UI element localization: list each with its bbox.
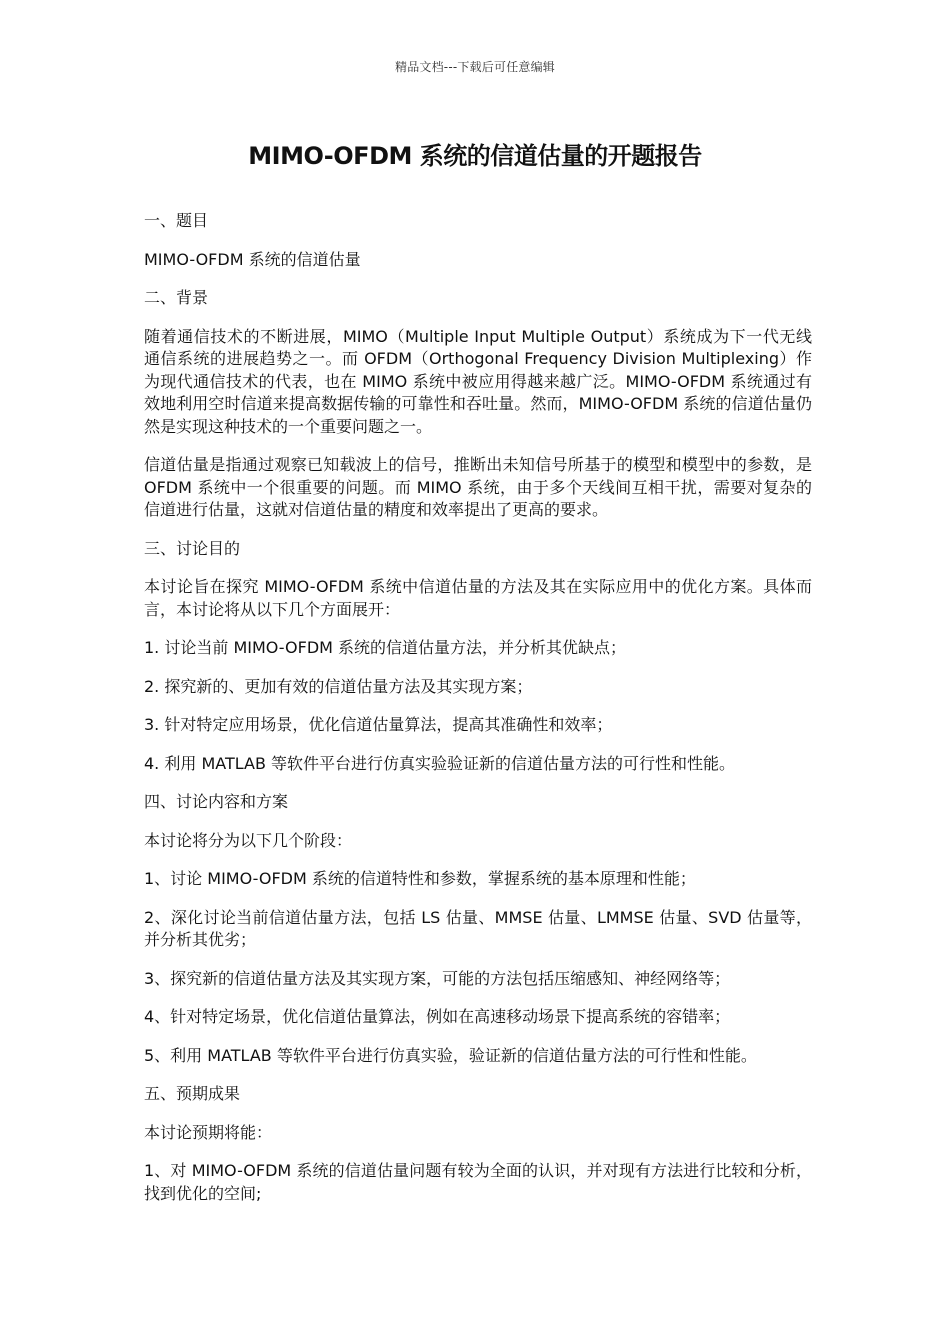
expected-results-item-1: 1、对 MIMO-OFDM 系统的信道估量问题有较为全面的认识，并对现有方法进行比较和分析，找到优化的空间;: [144, 1161, 812, 1203]
purpose-item-2: 2. 探究新的、更加有效的信道估量方法及其实现方案；: [144, 676, 533, 696]
purpose-intro: 本讨论旨在探究 MIMO-OFDM 系统中信道估量的方法及其在实际应用中的优化方案。具体而言，本讨论将从以下几个方面展开：: [144, 577, 812, 619]
expected-results-intro: 本讨论预期将能：: [144, 1122, 273, 1142]
content-plan-item-1: 1、讨论 MIMO-OFDM 系统的信道特性和参数，掌握系统的基本原理和性能；: [144, 869, 696, 888]
section-heading-content-plan: 四、讨论内容和方案: [144, 792, 289, 811]
content-plan-item-2: 2、深化讨论当前信道估量方法，包括 LS 估量、MMSE 估量、LMMSE 估量、SVD 估量等，并分析其优劣；: [144, 907, 812, 949]
background-paragraph-1: 随着通信技术的不断进展，MIMO（Multiple Input Multiple Output）系统成为下一代无线通信系统的进展趋势之一。而 OFDM（Orthogonal Frequency Division Multiplexing）作为现代通信技术的代表，也在 MIMO 系统中被应用得越来越广泛。MIMO-OFDM 系统通过有效地利用空时信道来提高数据传输的可靠性和吞吐量。然而，MIMO-OFDM 系统的信道估量仍然是实现这种技术的一个重要问题之一。: [144, 326, 812, 436]
document-body: [144, 210, 812, 1221]
section-heading-purpose: 三、讨论目的: [144, 538, 241, 558]
content-plan-intro: 本讨论将分为以下几个阶段：: [144, 830, 353, 850]
background-paragraph-2: 信道估量是指通过观察已知载波上的信号，推断出未知信号所基于的模型和模型中的参数，是 OFDM 系统中一个很重要的问题。而 MIMO 系统，由于多个天线间互相干扰，需要对复杂的信道进行估量，这就对信道估量的精度和效率提出了更高的要求。: [144, 455, 812, 519]
content-plan-item-5: 5、利用 MATLAB 等软件平台进行仿真实验，验证新的信道估量方法的可行性和性能。: [144, 1045, 757, 1065]
topic-text: MIMO-OFDM 系统的信道估量: [144, 249, 361, 269]
section-heading-expected-results: 五、预期成果: [144, 1084, 241, 1103]
purpose-item-1: 1. 讨论当前 MIMO-OFDM 系统的信道估量方法，并分析其优缺点；: [144, 638, 627, 657]
purpose-item-3: 3. 针对特定应用场景，优化信道估量算法，提高其准确性和效率；: [144, 715, 613, 734]
section-heading-topic: 一、题目: [144, 211, 209, 230]
content-plan-item-4: 4、针对特定场景，优化信道估量算法，例如在高速移动场景下提高系统的容错率；: [144, 1007, 731, 1026]
section-heading-background: 二、背景: [144, 288, 209, 307]
document-title: MIMO-OFDM 系统的信道估量的开题报告: [248, 142, 702, 170]
header-note: 精品文档---下载后可任意编辑: [395, 60, 555, 74]
content-plan-item-3: 3、探究新的信道估量方法及其实现方案，可能的方法包括压缩感知、神经网络等；: [144, 968, 731, 988]
purpose-item-4: 4. 利用 MATLAB 等软件平台进行仿真实验验证新的信道估量方法的可行性和性能。: [144, 753, 736, 773]
